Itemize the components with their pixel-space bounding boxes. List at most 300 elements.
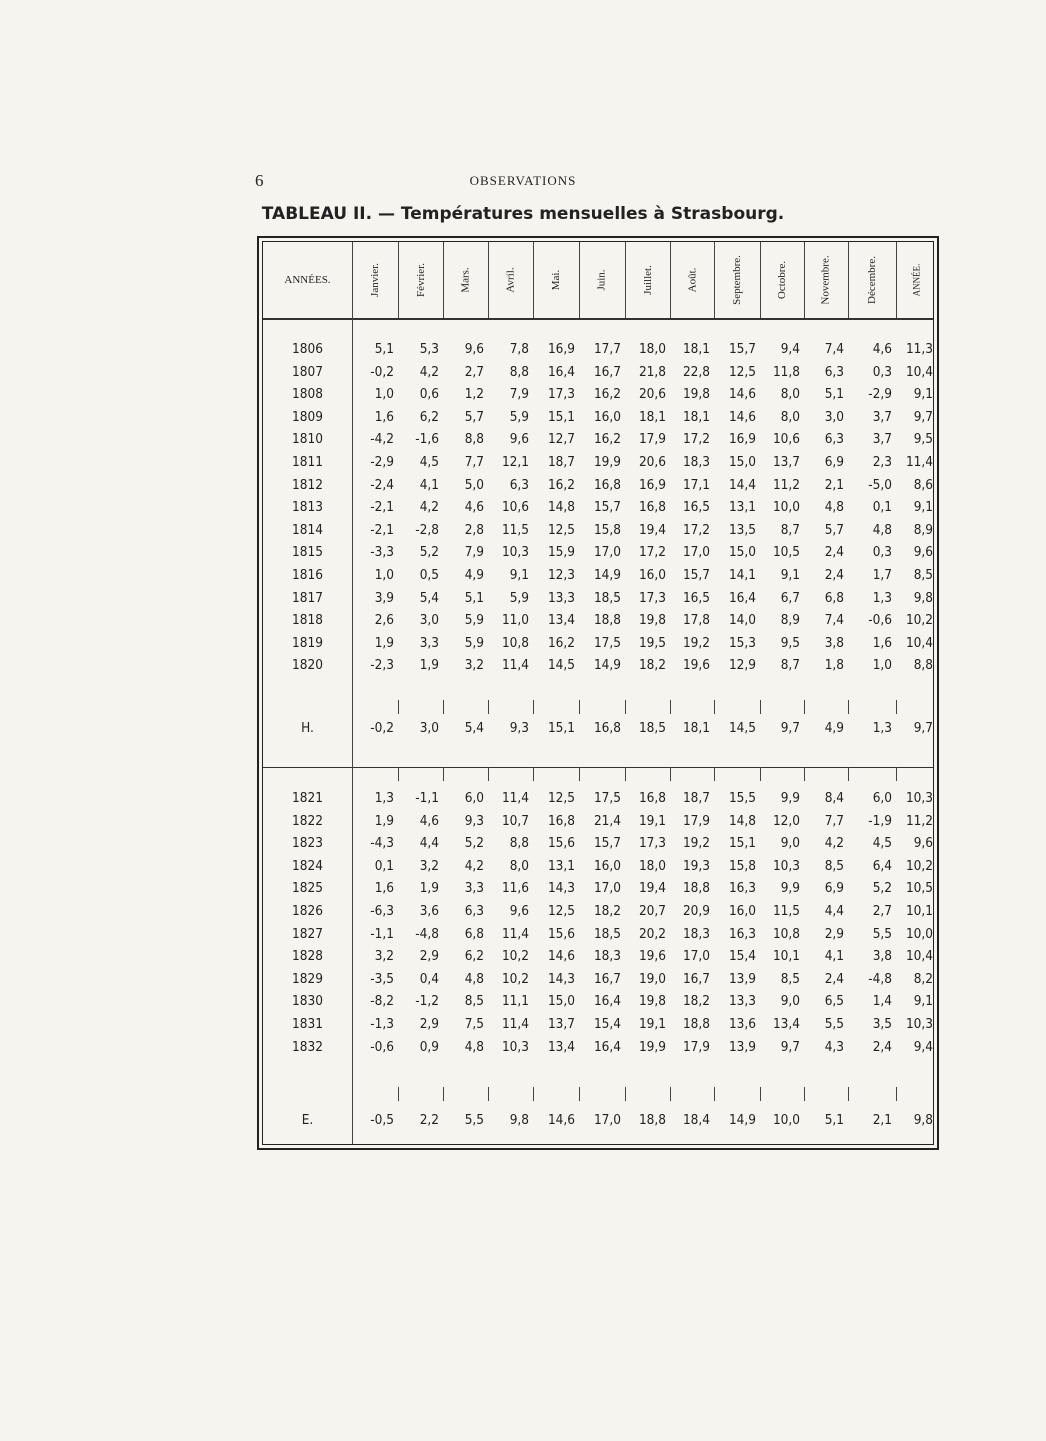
value-cell: 1,6 (872, 634, 892, 651)
value-cell: 11,4 (501, 925, 529, 942)
value-cell: 10,1 (772, 948, 800, 965)
year-cell: 1806 (292, 341, 323, 357)
value-cell: 9,0 (780, 835, 800, 852)
value-cell: 17,0 (682, 948, 710, 965)
header-annees (263, 245, 352, 315)
value-cell: -6,3 (370, 903, 394, 919)
value-cell: 15,5 (728, 790, 756, 806)
value-cell: 3,7 (872, 408, 892, 425)
value-cell: 4,3 (824, 1038, 844, 1055)
header-janvier (352, 245, 398, 315)
value-cell: -1,1 (370, 925, 394, 942)
value-cell: 6,0 (464, 790, 484, 806)
value-cell: 3,2 (374, 948, 394, 965)
value-cell: 2,3 (872, 454, 892, 470)
value-cell: -0,6 (370, 1038, 394, 1055)
value-cell: 3,6 (419, 903, 439, 919)
value-cell: 10,8 (772, 925, 800, 942)
value-cell: 1,3 (872, 720, 892, 736)
value-cell: 13,4 (547, 612, 575, 629)
value-cell: 12,7 (547, 431, 575, 448)
header-label: Décembre. (865, 256, 878, 304)
value-cell: 5,7 (464, 408, 484, 425)
value-cell: 12,0 (772, 812, 800, 829)
column-tick (804, 767, 805, 781)
value-cell: 14,5 (728, 720, 756, 736)
value-cell: 17,0 (593, 544, 621, 561)
value-cell: 8,7 (780, 657, 800, 674)
value-cell: 9,8 (913, 589, 933, 606)
value-cell: 11,2 (772, 476, 800, 493)
value-cell: -2,3 (370, 657, 394, 674)
value-cell: -4,8 (868, 970, 892, 987)
column-tick (398, 767, 399, 781)
value-cell: 16,4 (593, 993, 621, 1010)
value-cell: 16,8 (593, 476, 621, 493)
header-label: Mars. (459, 267, 472, 293)
value-cell: 18,3 (593, 948, 621, 965)
value-cell: 1,0 (374, 386, 394, 403)
value-cell: 11,4 (905, 454, 933, 470)
value-cell: 3,2 (419, 857, 439, 874)
value-cell: 16,4 (728, 589, 756, 606)
value-cell: 16,8 (638, 499, 666, 516)
value-cell: 1,9 (374, 634, 394, 651)
header-label: Septembre. (731, 255, 744, 305)
header-avril (488, 245, 533, 315)
header-juin (579, 245, 625, 315)
value-cell: 15,0 (728, 544, 756, 561)
value-cell: 16,9 (547, 341, 575, 357)
value-cell: 9,5 (913, 431, 933, 448)
value-cell: 11,0 (501, 612, 529, 629)
value-cell: 7,5 (464, 1016, 484, 1032)
value-cell: 5,4 (464, 720, 484, 736)
value-cell: 1,6 (374, 880, 394, 897)
value-cell: 9,8 (509, 1112, 529, 1128)
year-cell: 1810 (292, 431, 323, 448)
value-cell: 19,0 (638, 970, 666, 987)
value-cell: 9,6 (913, 835, 933, 852)
value-cell: 20,9 (682, 903, 710, 919)
value-cell: 17,1 (682, 476, 710, 493)
value-cell: -4,2 (370, 431, 394, 448)
value-cell: 4,6 (464, 499, 484, 516)
value-cell: 16,0 (593, 408, 621, 425)
value-cell: 9,7 (913, 720, 933, 736)
value-cell: 15,7 (593, 835, 621, 852)
value-cell: 4,1 (824, 948, 844, 965)
value-cell: 0,6 (419, 386, 439, 403)
value-cell: 9,1 (913, 386, 933, 403)
value-cell: -1,9 (868, 812, 892, 829)
value-cell: 19,9 (593, 454, 621, 470)
temperature-table (257, 236, 939, 1150)
year-cell: 1832 (292, 1038, 323, 1055)
value-cell: 10,3 (905, 790, 933, 806)
column-tick (579, 767, 580, 781)
value-cell: 16,2 (547, 634, 575, 651)
year-cell: 1823 (292, 835, 323, 852)
value-cell: 11,4 (501, 657, 529, 674)
value-cell: 5,5 (872, 925, 892, 942)
header-juillet (625, 245, 670, 315)
value-cell: 18,2 (593, 903, 621, 919)
value-cell: 17,0 (593, 880, 621, 897)
column-tick (804, 700, 805, 714)
value-cell: 8,9 (780, 612, 800, 629)
value-cell: 16,9 (638, 476, 666, 493)
column-tick (579, 700, 580, 714)
value-cell: 14,9 (728, 1112, 756, 1128)
value-cell: 16,0 (638, 567, 666, 583)
value-cell: 8,5 (824, 857, 844, 874)
value-cell: 14,6 (728, 386, 756, 403)
value-cell: 17,9 (682, 812, 710, 829)
year-cell: 1818 (292, 612, 323, 629)
value-cell: 15,4 (728, 948, 756, 965)
value-cell: 8,9 (913, 521, 933, 538)
value-cell: -1,6 (415, 431, 439, 448)
column-tick (848, 700, 849, 714)
year-cell: 1820 (292, 657, 323, 674)
value-cell: 16,8 (593, 720, 621, 736)
value-cell: 11,6 (501, 880, 529, 897)
value-cell: 4,8 (872, 521, 892, 538)
value-cell: 17,9 (682, 1038, 710, 1055)
value-cell: 13,6 (728, 1016, 756, 1032)
value-cell: 2,8 (464, 521, 484, 538)
value-cell: 15,6 (547, 925, 575, 942)
value-cell: 19,4 (638, 880, 666, 897)
value-cell: 9,3 (464, 812, 484, 829)
value-cell: 18,5 (593, 589, 621, 606)
value-cell: 16,5 (682, 589, 710, 606)
header-label: Janvier. (368, 263, 381, 297)
value-cell: 10,5 (905, 880, 933, 897)
header-octobre (760, 245, 804, 315)
value-cell: 8,8 (913, 657, 933, 674)
value-cell: 14,0 (728, 612, 756, 629)
value-cell: 1,3 (374, 790, 394, 806)
value-cell: 18,8 (638, 1112, 666, 1128)
value-cell: 17,2 (682, 431, 710, 448)
column-tick (714, 767, 715, 781)
value-cell: 19,2 (682, 634, 710, 651)
value-cell: 9,0 (780, 993, 800, 1010)
value-cell: 18,1 (682, 408, 710, 425)
column-tick (488, 700, 489, 714)
value-cell: 3,0 (824, 408, 844, 425)
value-cell: 3,9 (374, 589, 394, 606)
column-tick (625, 1087, 626, 1101)
value-cell: 15,6 (547, 835, 575, 852)
value-cell: 19,8 (638, 612, 666, 629)
column-tick (488, 1087, 489, 1101)
value-cell: -2,8 (415, 521, 439, 538)
value-cell: 5,7 (824, 521, 844, 538)
value-cell: 4,9 (824, 720, 844, 736)
value-cell: -2,9 (868, 386, 892, 403)
value-cell: 7,9 (464, 544, 484, 561)
value-cell: 6,2 (419, 408, 439, 425)
column-tick (443, 767, 444, 781)
year-cell: 1828 (292, 948, 323, 965)
header-mai (533, 245, 579, 315)
value-cell: 18,1 (682, 720, 710, 736)
value-cell: 5,0 (464, 476, 484, 493)
value-cell: 18,4 (682, 1112, 710, 1128)
value-cell: -8,2 (370, 993, 394, 1010)
value-cell: 6,3 (464, 903, 484, 919)
value-cell: 20,6 (638, 454, 666, 470)
value-cell: 10,1 (905, 903, 933, 919)
value-cell: 8,5 (780, 970, 800, 987)
value-cell: 19,8 (638, 993, 666, 1010)
value-cell: 15,8 (593, 521, 621, 538)
value-cell: 13,9 (728, 970, 756, 987)
value-cell: 10,0 (905, 925, 933, 942)
value-cell: 4,8 (464, 970, 484, 987)
value-cell: 5,1 (374, 341, 394, 357)
value-cell: 17,9 (638, 431, 666, 448)
value-cell: 17,2 (682, 521, 710, 538)
value-cell: 8,0 (780, 386, 800, 403)
value-cell: 9,1 (509, 567, 529, 583)
value-cell: 9,5 (780, 634, 800, 651)
value-cell: 20,2 (638, 925, 666, 942)
value-cell: 8,8 (509, 835, 529, 852)
value-cell: 6,8 (464, 925, 484, 942)
value-cell: 9,7 (780, 1038, 800, 1055)
value-cell: 5,2 (419, 544, 439, 561)
value-cell: 13,4 (772, 1016, 800, 1032)
value-cell: 8,5 (464, 993, 484, 1010)
value-cell: 15,8 (728, 857, 756, 874)
value-cell: 18,1 (638, 408, 666, 425)
value-cell: 7,4 (824, 612, 844, 629)
value-cell: 22,8 (682, 363, 710, 380)
value-cell: 12,5 (728, 363, 756, 380)
value-cell: 8,4 (824, 790, 844, 806)
value-cell: 2,6 (374, 612, 394, 629)
value-cell: 15,9 (547, 544, 575, 561)
value-cell: 14,4 (728, 476, 756, 493)
year-cell: 1814 (292, 521, 323, 538)
value-cell: 19,6 (682, 657, 710, 674)
value-cell: -2,9 (370, 454, 394, 470)
value-cell: 1,6 (374, 408, 394, 425)
value-cell: 12,1 (501, 454, 529, 470)
value-cell: 16,3 (728, 880, 756, 897)
value-cell: 16,9 (728, 431, 756, 448)
column-tick (670, 1087, 671, 1101)
value-cell: 6,8 (824, 589, 844, 606)
value-cell: 9,9 (780, 790, 800, 806)
row-divider (263, 767, 933, 768)
value-cell: 11,5 (501, 521, 529, 538)
value-cell: 10,4 (905, 634, 933, 651)
value-cell: 6,0 (872, 790, 892, 806)
value-cell: 15,1 (728, 835, 756, 852)
value-cell: 7,8 (509, 341, 529, 357)
value-cell: 6,9 (824, 880, 844, 897)
value-cell: 2,2 (419, 1112, 439, 1128)
value-cell: 3,2 (464, 657, 484, 674)
value-cell: 20,7 (638, 903, 666, 919)
year-cell: 1819 (292, 634, 323, 651)
value-cell: 9,1 (913, 993, 933, 1010)
column-tick (760, 700, 761, 714)
value-cell: 17,0 (593, 1112, 621, 1128)
value-cell: 3,8 (824, 634, 844, 651)
value-cell: 1,2 (464, 386, 484, 403)
value-cell: 5,1 (824, 1112, 844, 1128)
value-cell: 10,5 (772, 544, 800, 561)
value-cell: 11,4 (501, 790, 529, 806)
year-cell: 1807 (292, 363, 323, 380)
column-tick (848, 1087, 849, 1101)
header-label: Juin. (596, 269, 608, 291)
value-cell: 5,2 (464, 835, 484, 852)
value-cell: 6,3 (509, 476, 529, 493)
value-cell: 10,2 (501, 948, 529, 965)
value-cell: 13,9 (728, 1038, 756, 1055)
value-cell: 1,0 (872, 657, 892, 674)
value-cell: 18,8 (682, 1016, 710, 1032)
value-cell: 2,7 (872, 903, 892, 919)
value-cell: -5,0 (868, 476, 892, 493)
value-cell: 6,3 (824, 431, 844, 448)
value-cell: 19,2 (682, 835, 710, 852)
value-cell: 18,5 (593, 925, 621, 942)
value-cell: 21,8 (638, 363, 666, 380)
value-cell: 19,4 (638, 521, 666, 538)
value-cell: 10,6 (772, 431, 800, 448)
value-cell: 9,1 (780, 567, 800, 583)
value-cell: 5,9 (464, 634, 484, 651)
value-cell: 9,7 (780, 720, 800, 736)
year-cell: 1827 (292, 925, 323, 942)
value-cell: 14,3 (547, 970, 575, 987)
value-cell: 19,5 (638, 634, 666, 651)
value-cell: 19,8 (682, 386, 710, 403)
column-tick (804, 1087, 805, 1101)
value-cell: 4,2 (419, 363, 439, 380)
value-cell: 9,4 (913, 1038, 933, 1055)
header-année (896, 245, 937, 315)
value-cell: 4,6 (419, 812, 439, 829)
year-cell: 1816 (292, 567, 323, 583)
value-cell: 16,2 (593, 386, 621, 403)
value-cell: 15,0 (547, 993, 575, 1010)
value-cell: -2,4 (370, 476, 394, 493)
value-cell: 7,4 (824, 341, 844, 357)
value-cell: 17,3 (638, 589, 666, 606)
column-tick (398, 700, 399, 714)
value-cell: 2,4 (824, 544, 844, 561)
year-cell: 1815 (292, 544, 323, 561)
table-inner-frame (262, 241, 934, 1145)
value-cell: 16,2 (593, 431, 621, 448)
value-cell: -4,3 (370, 835, 394, 852)
header-décembre (848, 245, 896, 315)
value-cell: 11,3 (905, 341, 933, 357)
year-cell: 1817 (292, 589, 323, 606)
header-février (398, 245, 443, 315)
value-cell: 9,1 (913, 499, 933, 516)
column-tick (670, 767, 671, 781)
header-label: Novembre. (820, 255, 832, 305)
value-cell: 18,2 (682, 993, 710, 1010)
value-cell: 16,3 (728, 925, 756, 942)
value-cell: 15,3 (728, 634, 756, 651)
value-cell: 2,4 (824, 567, 844, 583)
header-mars (443, 245, 488, 315)
value-cell: 15,0 (728, 454, 756, 470)
value-cell: 1,7 (872, 567, 892, 583)
year-cell: 1824 (292, 857, 323, 874)
value-cell: 8,5 (913, 567, 933, 583)
value-cell: 10,4 (905, 948, 933, 965)
value-cell: 16,7 (593, 970, 621, 987)
value-cell: 4,6 (872, 341, 892, 357)
value-cell: 9,6 (913, 544, 933, 561)
summary-label: H. (301, 720, 314, 736)
value-cell: 17,5 (593, 634, 621, 651)
value-cell: 0,1 (374, 857, 394, 874)
year-cell: 1809 (292, 408, 323, 425)
value-cell: 4,8 (464, 1038, 484, 1055)
value-cell: 12,5 (547, 790, 575, 806)
value-cell: 1,3 (872, 589, 892, 606)
value-cell: 10,2 (905, 857, 933, 874)
value-cell: 16,4 (593, 1038, 621, 1055)
value-cell: -2,1 (370, 499, 394, 516)
value-cell: 13,4 (547, 1038, 575, 1055)
value-cell: 2,1 (872, 1112, 892, 1128)
value-cell: 4,5 (872, 835, 892, 852)
column-tick (352, 700, 353, 714)
value-cell: 18,8 (682, 880, 710, 897)
value-cell: 1,0 (374, 567, 394, 583)
value-cell: 10,3 (772, 857, 800, 874)
value-cell: 5,3 (419, 341, 439, 357)
value-cell: 14,8 (728, 812, 756, 829)
value-cell: 15,7 (593, 499, 621, 516)
year-cell: 1831 (292, 1016, 323, 1032)
column-tick (896, 1087, 897, 1101)
value-cell: 12,5 (547, 903, 575, 919)
header-novembre (804, 245, 848, 315)
value-cell: 14,5 (547, 657, 575, 674)
value-cell: 18,0 (638, 857, 666, 874)
year-cell: 1825 (292, 880, 323, 897)
value-cell: -0,2 (370, 720, 394, 736)
value-cell: 19,3 (682, 857, 710, 874)
value-cell: 11,5 (772, 903, 800, 919)
value-cell: -0,5 (370, 1112, 394, 1128)
value-cell: 1,9 (419, 657, 439, 674)
value-cell: 4,2 (824, 835, 844, 852)
value-cell: 9,7 (913, 408, 933, 425)
value-cell: -1,2 (415, 993, 439, 1010)
value-cell: 8,0 (780, 408, 800, 425)
value-cell: 14,1 (728, 567, 756, 583)
value-cell: 8,6 (913, 476, 933, 493)
value-cell: 7,7 (464, 454, 484, 470)
value-cell: 6,9 (824, 454, 844, 470)
